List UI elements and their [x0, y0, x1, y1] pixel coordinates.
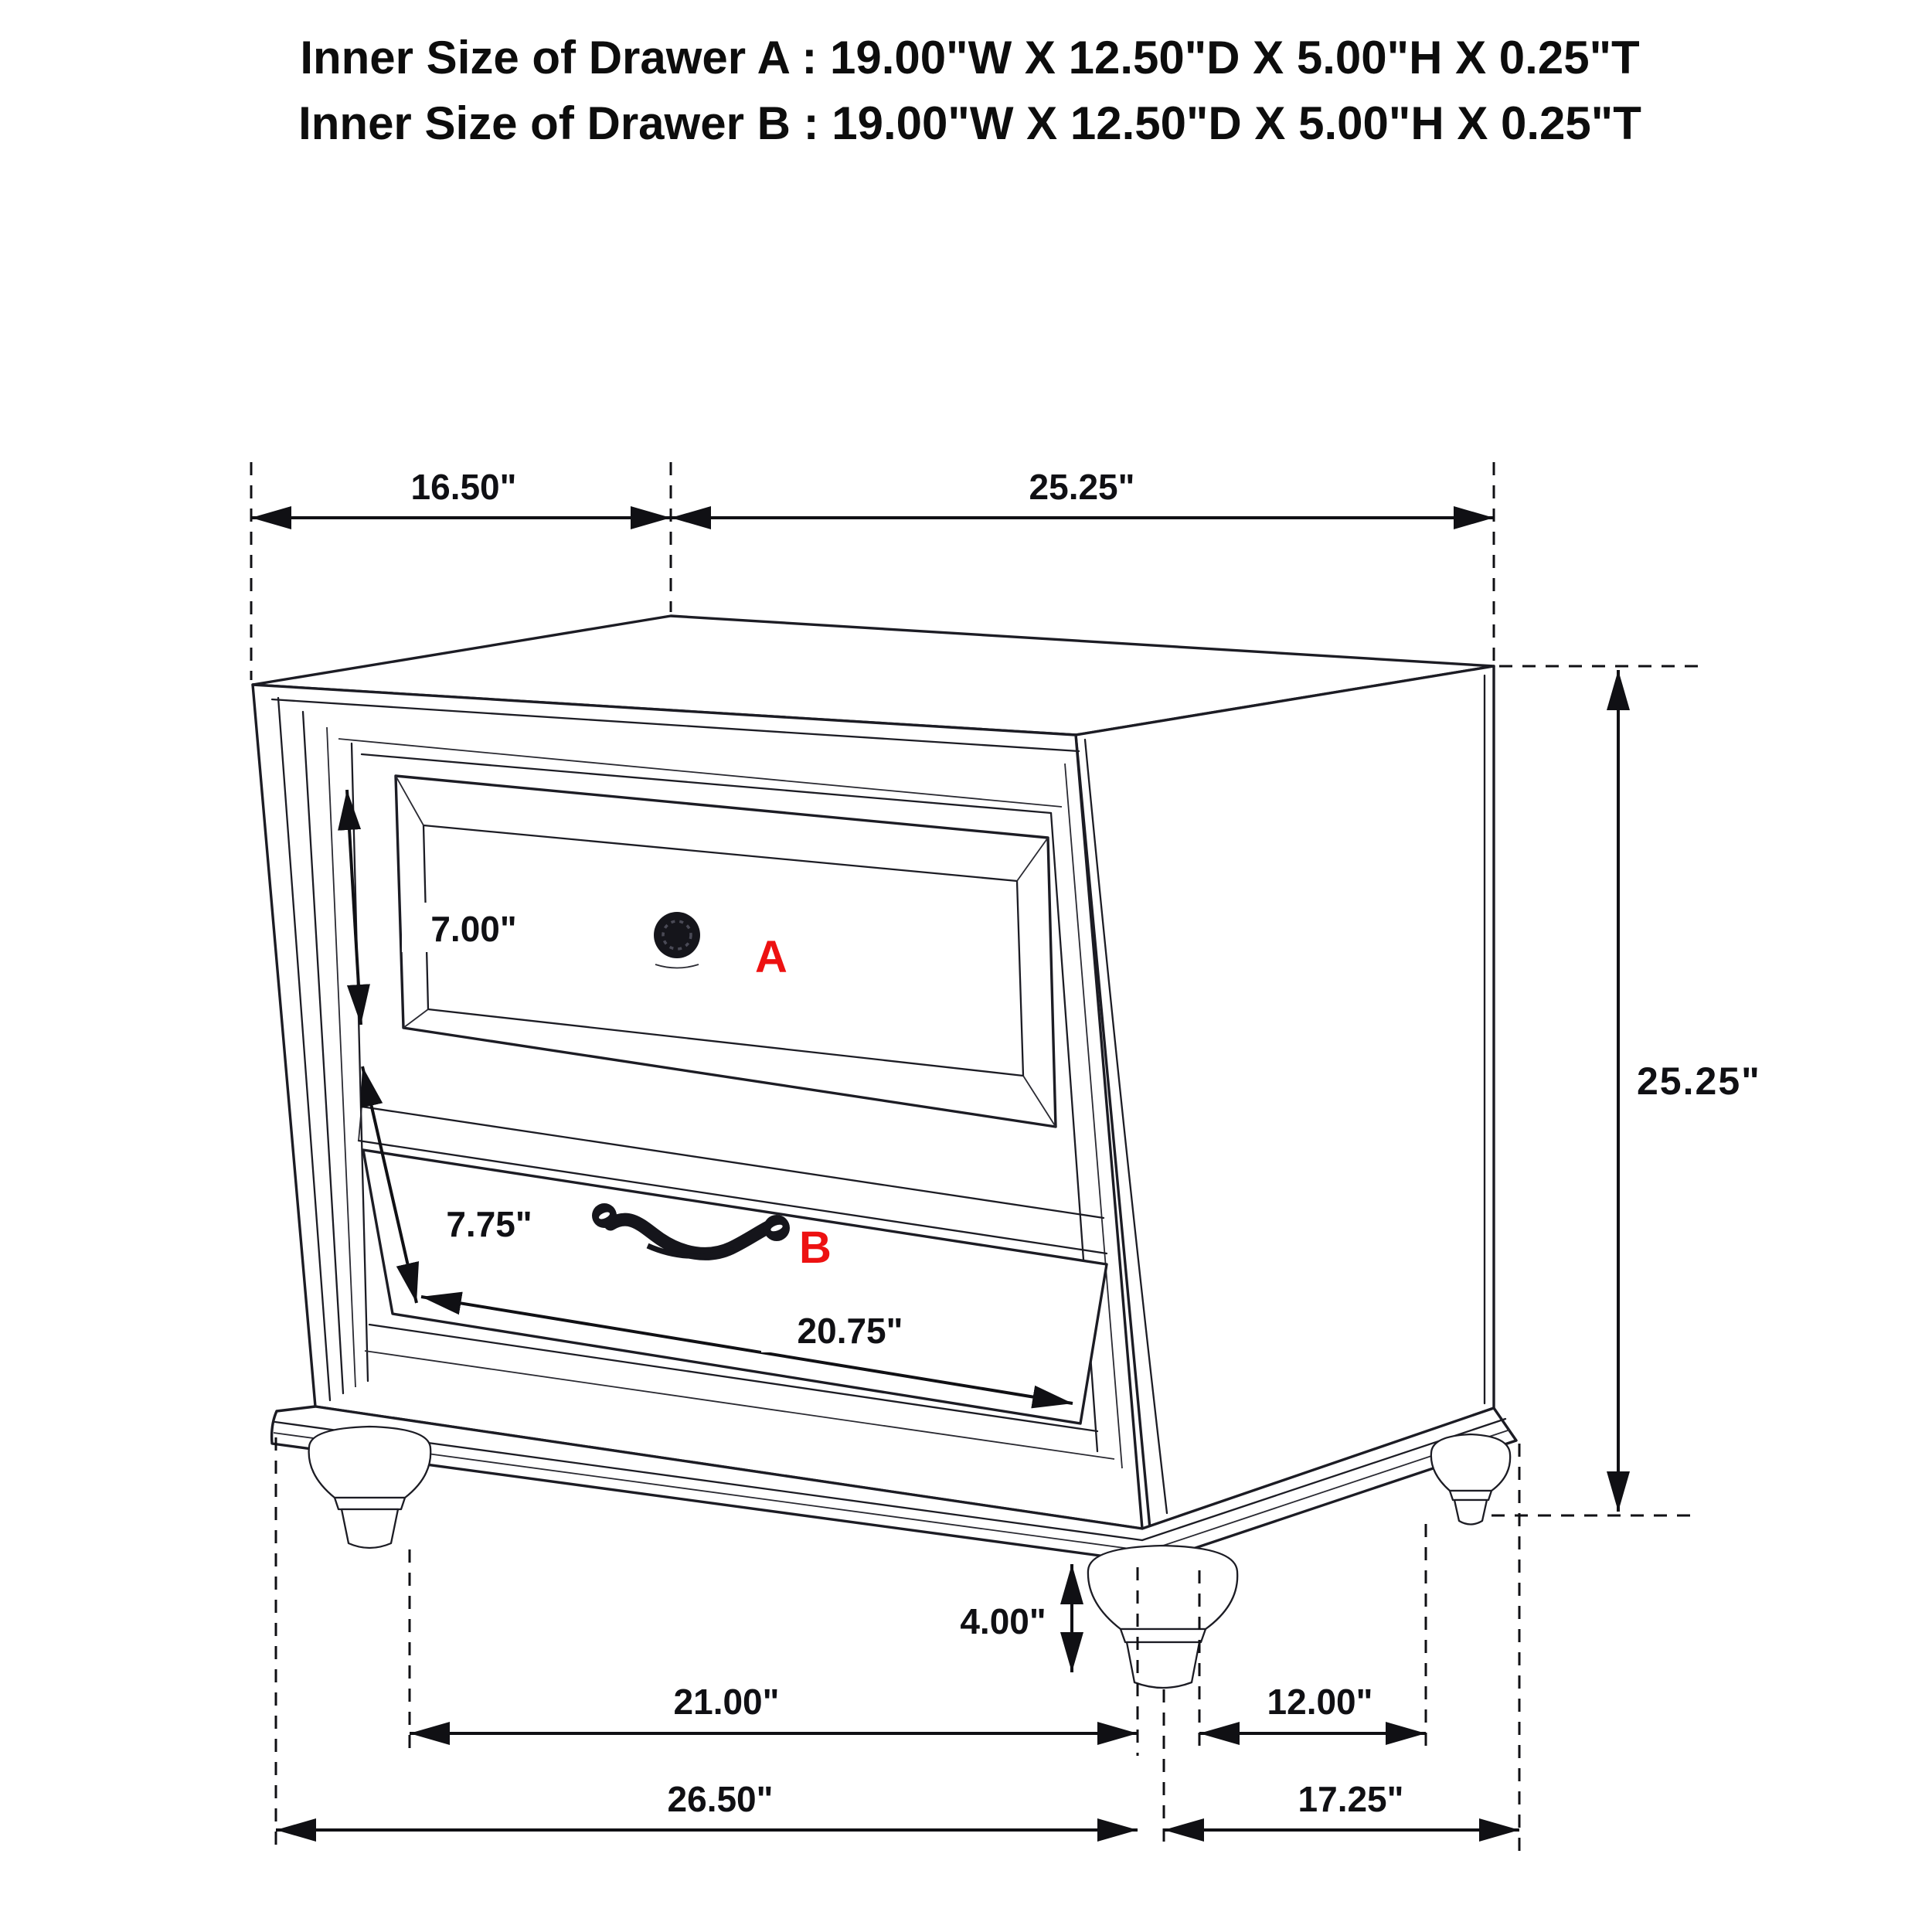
title-line-drawer-b: Inner Size of Drawer B : 19.00"W X 12.50"D X 5.00"H X 0.25"T: [298, 97, 1641, 149]
drawer-b-label: B: [799, 1223, 832, 1273]
title-block: [298, 32, 1641, 149]
dim-label-drawer-b-height: 7.75": [446, 1204, 532, 1244]
dim-label-overall-side-depth: 17.25": [1298, 1779, 1404, 1819]
dim-leg-height: [944, 1564, 1072, 1672]
dim-label-overall-height: 25.25": [1637, 1060, 1761, 1103]
dim-front-width-between-legs: [410, 1682, 1138, 1733]
nightstand-drawing: [253, 616, 1516, 1688]
dim-label-leg-height: 4.00": [960, 1601, 1046, 1641]
dim-overall-height: [1492, 666, 1761, 1515]
dim-label-drawer-a-height: 7.00": [430, 909, 517, 949]
back-right-foot: [1431, 1434, 1510, 1525]
dim-label-drawer-b-width: 20.75": [797, 1311, 903, 1351]
dim-label-top-width: 25.25": [1029, 467, 1135, 507]
dim-label-front-width-between-legs: 21.00": [673, 1682, 780, 1722]
title-line-drawer-a: Inner Size of Drawer A : 19.00"W X 12.50"D X 5.00"H X 0.25"T: [300, 32, 1640, 83]
dim-label-side-depth-between-legs: 12.00": [1267, 1682, 1373, 1722]
dim-overall-side-depth: [1164, 1779, 1519, 1830]
front-left-foot: [309, 1427, 431, 1548]
dim-side-depth-between-legs: [1199, 1682, 1426, 1733]
dim-overall-front-width: [276, 1779, 1138, 1830]
drawer-a-label: A: [755, 932, 787, 982]
dim-label-overall-front-width: 26.50": [667, 1779, 774, 1819]
front-right-foot: [1088, 1546, 1237, 1688]
cabinet-right-side: [1076, 666, 1494, 1529]
dim-label-top-depth: 16.50": [410, 467, 517, 507]
